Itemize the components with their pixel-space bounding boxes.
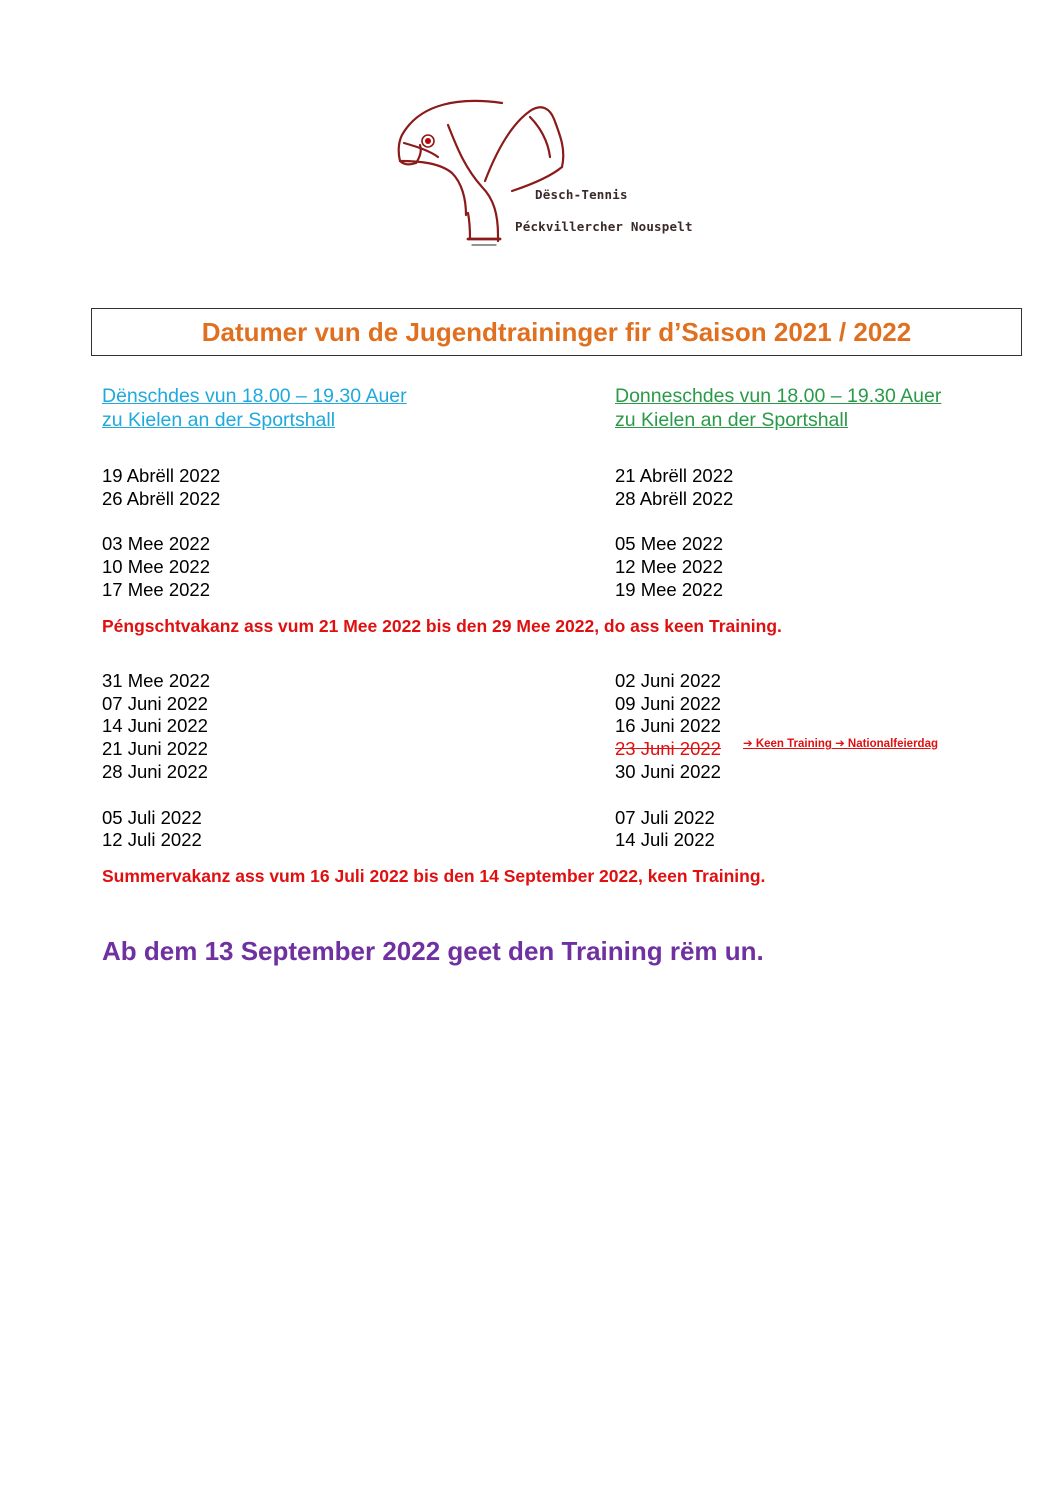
list-item: 07 Juli 2022 <box>615 806 715 828</box>
list-item: 02 Juni 2022 <box>615 669 721 691</box>
cancel-note: ➔ Keen Training ➔ Nationalfeierdag <box>743 738 939 750</box>
list-item: 28 Juni 2022 <box>102 760 208 782</box>
logo-line-2: Péckvillercher Nouspelt <box>515 219 693 234</box>
list-item: 31 Mee 2022 <box>102 669 211 691</box>
restart-note: Ab dem 13 September 2022 geet den Training rëm un. <box>102 936 764 966</box>
cancelled-date: 23 Juni 2022 <box>615 738 721 760</box>
thursday-heading-line1: Donneschdes vun 18.00 – 19.30 Auer <box>615 385 942 407</box>
thursday-heading-line2: zu Kielen an der Sportshall <box>615 409 849 431</box>
list-item: 21 Juni 2022 <box>102 738 208 760</box>
list-item: 12 Mee 2022 <box>615 556 724 578</box>
list-item: 14 Juli 2022 <box>615 829 715 851</box>
title-box <box>91 308 1022 356</box>
holiday-note-pentecost: Péngschtvakanz ass vum 21 Mee 2022 bis den 29 Mee 2022, do ass keen Training. <box>102 616 782 636</box>
tuesday-heading-line2: zu Kielen an der Sportshall <box>102 409 336 431</box>
list-item: 16 Juni 2022 <box>615 715 721 737</box>
list-item: 17 Mee 2022 <box>102 578 211 600</box>
logo-line-1: Dësch-Tennis <box>535 187 628 202</box>
list-item: 14 Juni 2022 <box>102 715 208 737</box>
list-item: 26 Abrëll 2022 <box>102 487 221 509</box>
holiday-note-summer: Summervakanz ass vum 16 Juli 2022 bis den 14 September 2022, keen Training. <box>102 866 766 886</box>
list-item: 03 Mee 2022 <box>102 533 211 555</box>
list-item: 07 Juni 2022 <box>102 692 208 714</box>
list-item: 05 Juli 2022 <box>102 806 202 828</box>
tuesday-heading-line1: Dënschdes vun 18.00 – 19.30 Auer <box>102 385 407 407</box>
club-logo <box>390 95 710 255</box>
list-item: 10 Mee 2022 <box>102 556 211 578</box>
list-item: 28 Abrëll 2022 <box>615 487 734 509</box>
list-item: 30 Juni 2022 <box>615 760 721 782</box>
list-item: 05 Mee 2022 <box>615 533 724 555</box>
list-item: 19 Abrëll 2022 <box>102 465 221 486</box>
list-item: 09 Juni 2022 <box>615 692 721 714</box>
list-item: 19 Mee 2022 <box>615 578 724 600</box>
list-item: 12 Juli 2022 <box>102 829 202 851</box>
page-title: Datumer vun de Jugendtraininger fir d’Saison 2021 / 2022 <box>201 316 912 347</box>
list-item: 21 Abrëll 2022 <box>615 465 734 486</box>
